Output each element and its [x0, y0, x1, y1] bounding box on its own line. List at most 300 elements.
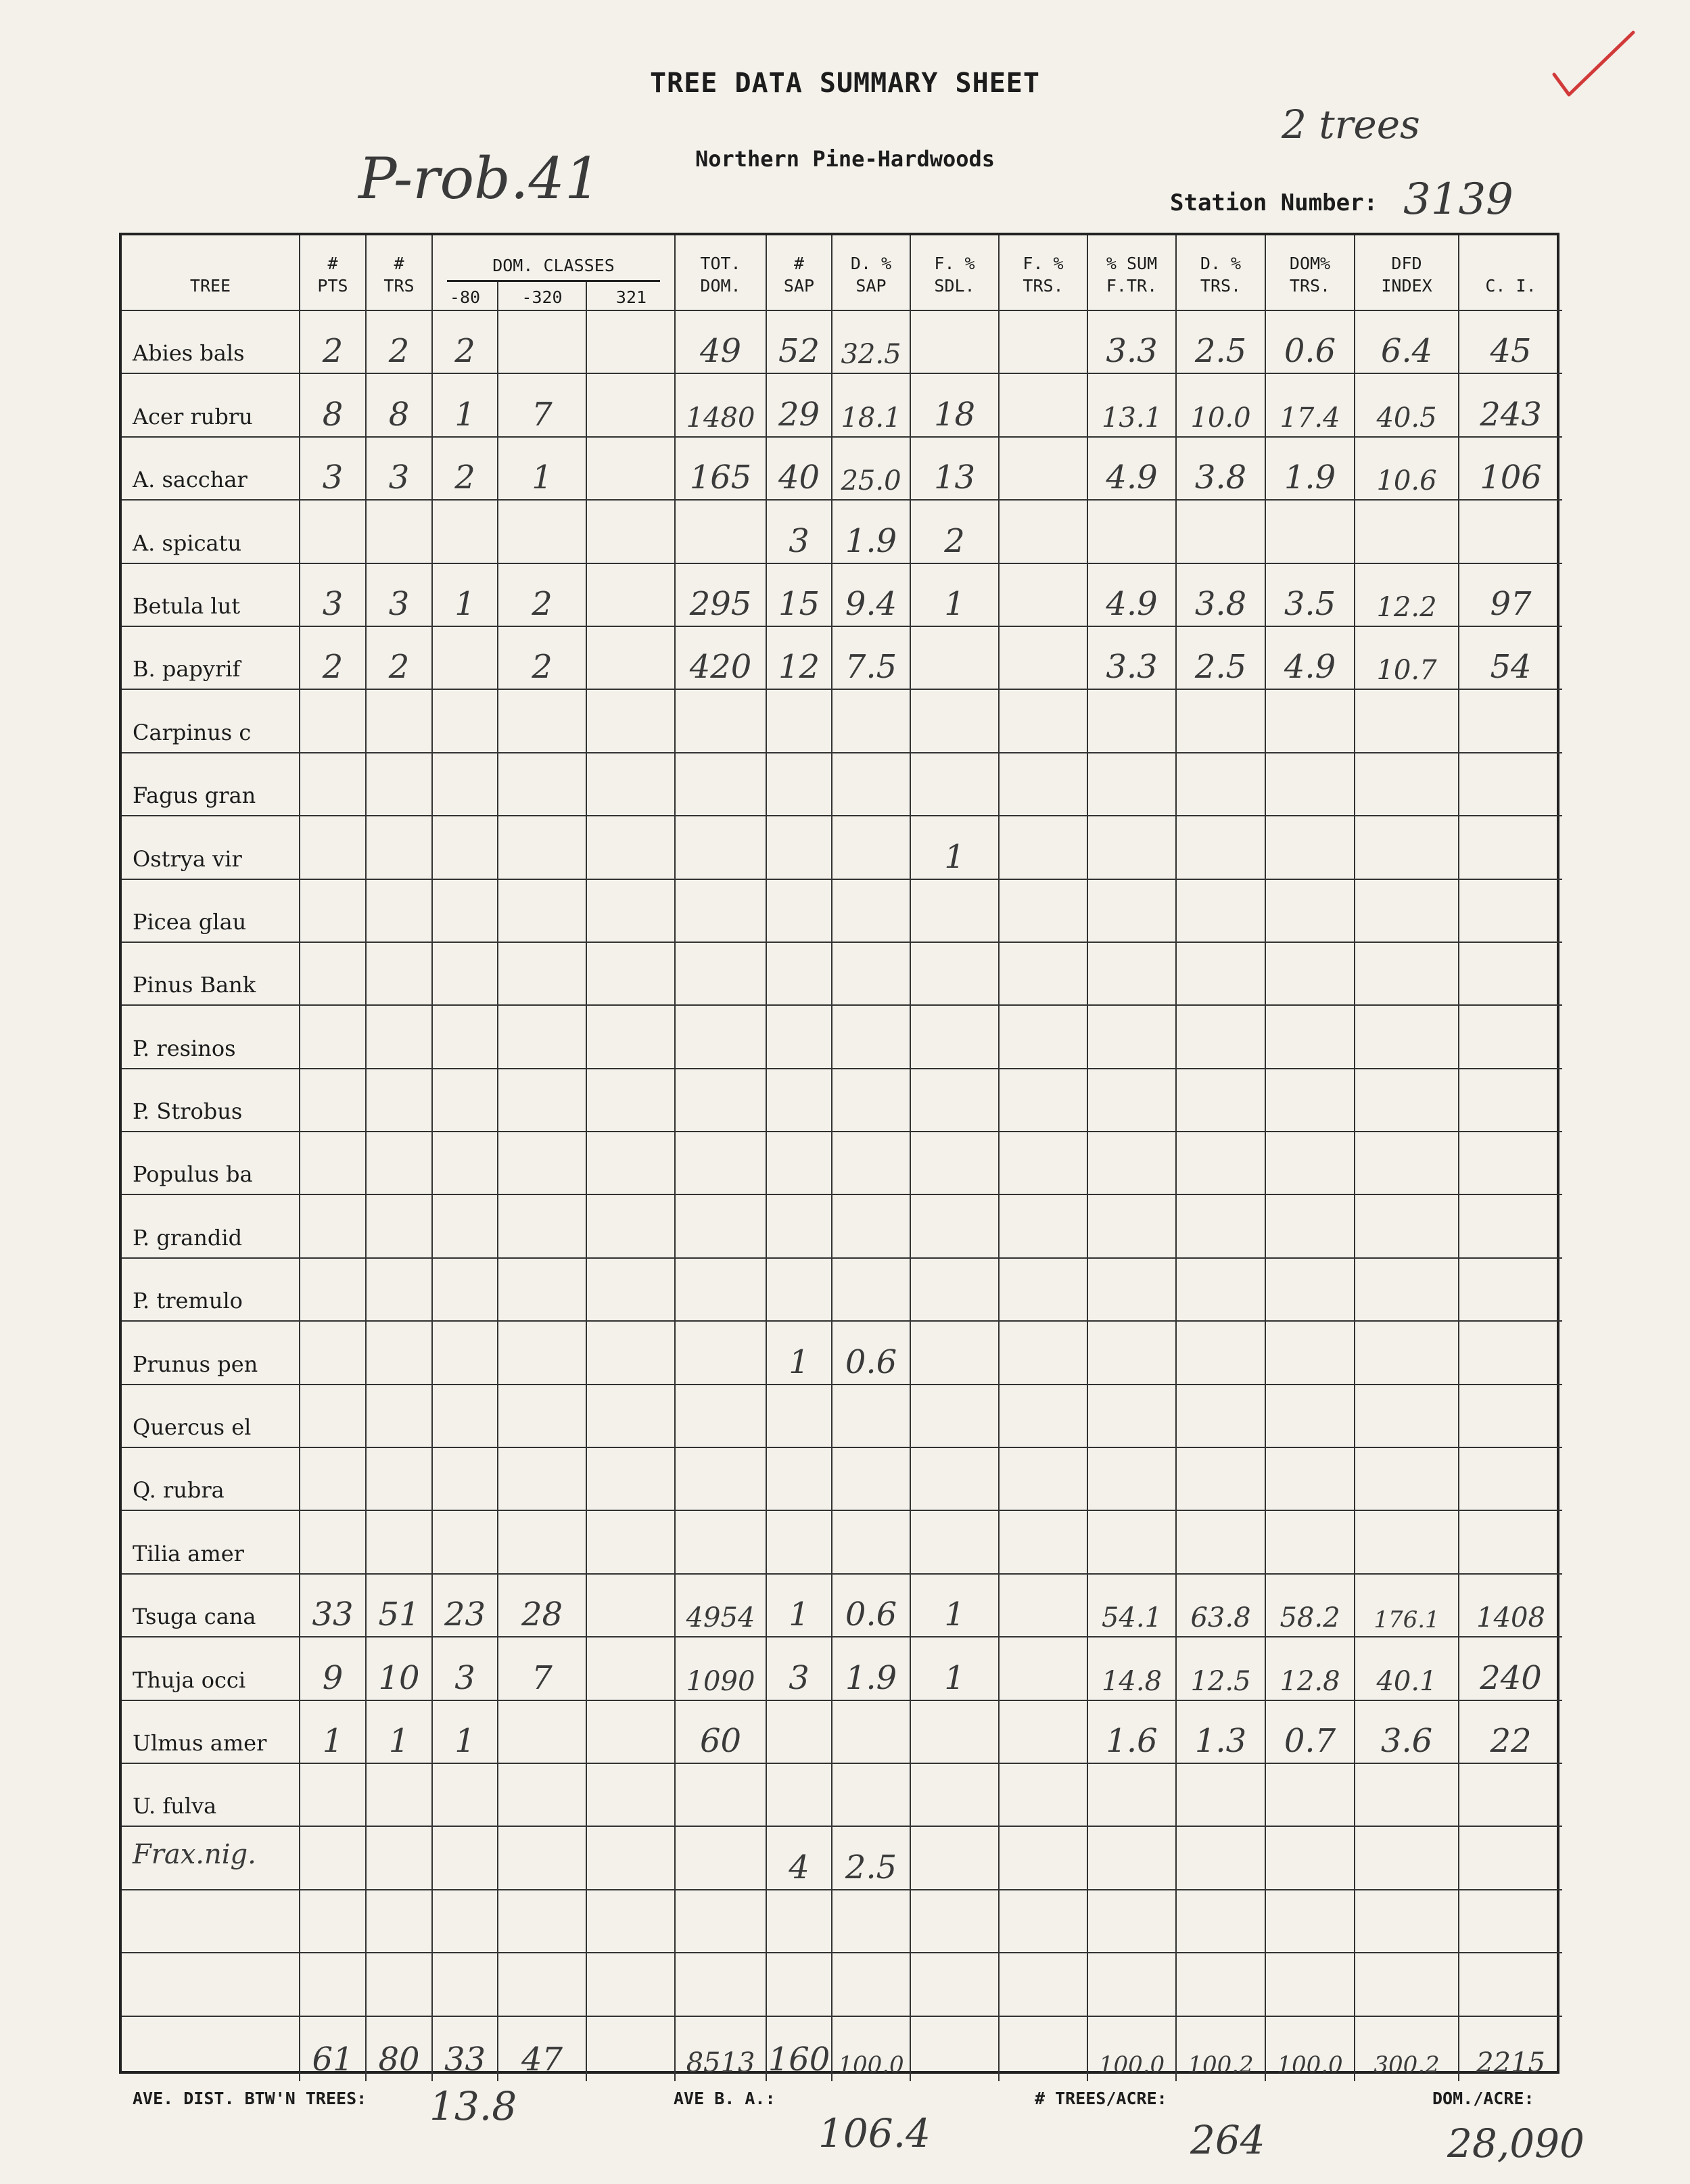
table-row-d320-cell — [498, 1890, 587, 1953]
table-row-dfd-cell — [1355, 1890, 1459, 1953]
table-row-dfd-cell — [1355, 1195, 1459, 1258]
table-row-dfd-cell — [1355, 1385, 1459, 1448]
table-row-d320-cell — [498, 501, 587, 563]
header-tot-dom-line: DOM. — [700, 276, 741, 296]
table-row-sap-cell — [767, 1448, 832, 1511]
table-row-f-trs-cell — [1000, 627, 1088, 690]
header-f-trs — [1000, 235, 1088, 311]
table-row-tree-name: P. Strobus — [122, 1069, 300, 1132]
header-dfd-line: DFD — [1391, 253, 1422, 273]
table-row-trs-cell — [367, 1448, 433, 1511]
table-row-d-sap-cell: 1.9 — [832, 1637, 911, 1700]
table-row-dom-trs-cell — [1266, 1764, 1355, 1827]
table-row-d-sap-cell — [832, 1953, 911, 2016]
header-pts-line: # — [327, 253, 338, 273]
table-row-tot-dom-cell — [676, 1322, 767, 1385]
table-row-ci-cell — [1459, 1069, 1562, 1132]
table-row-f-trs-cell — [1000, 1637, 1088, 1700]
header-dom-sub: -80 — [433, 282, 498, 316]
table-row-d-sap-cell: 9.4 — [832, 564, 911, 627]
table-row-f-trs-cell — [1000, 1006, 1088, 1069]
table-row-f-sdl-cell: 1 — [911, 564, 1000, 627]
header-d-sap — [832, 235, 911, 311]
table-row-sum-ftr-cell — [1088, 690, 1177, 753]
table-row-tree-name: Pinus Bank — [122, 943, 300, 1006]
header-f-sdl-line: F. % — [934, 253, 975, 273]
table-row-tree-name: Quercus el — [122, 1385, 300, 1448]
table-row-tot-dom-cell: 1480 — [676, 374, 767, 437]
table-row-pts-cell — [300, 1385, 367, 1448]
table-row-dfd-cell — [1355, 816, 1459, 879]
table-row-tree-name — [122, 1953, 300, 2016]
table-row-d80-cell: 1 — [433, 374, 498, 437]
table-row-d320-cell — [498, 1069, 587, 1132]
table-row-f-trs-cell — [1000, 374, 1088, 437]
table-row-dom-trs-cell: 17.4 — [1266, 374, 1355, 437]
table-row-f-trs-cell — [1000, 1069, 1088, 1132]
table-row-sum-ftr-cell — [1088, 1132, 1177, 1195]
table-row-dfd-cell: 10.7 — [1355, 627, 1459, 690]
header-ci-line: C. I. — [1485, 276, 1536, 296]
table-row-d-sap-cell: 25.0 — [832, 438, 911, 501]
table-row-d-trs-cell — [1177, 1511, 1266, 1574]
table-row-tot-dom-cell — [676, 943, 767, 1006]
table-row-d-trs-cell — [1177, 1448, 1266, 1511]
table-row-d80-cell — [433, 1511, 498, 1574]
table-row-d321-cell — [587, 311, 676, 374]
table-row-d80-cell — [433, 943, 498, 1006]
table-row-dom-trs-cell — [1266, 816, 1355, 879]
table-row-tot-dom-cell — [676, 1764, 767, 1827]
table-row-d-sap-cell — [832, 1764, 911, 1827]
table-row-pts-cell — [300, 1827, 367, 1890]
table-row-tot-dom-cell — [676, 1259, 767, 1322]
table-row-tree-name: U. fulva — [122, 1764, 300, 1827]
table-row-d-trs-cell: 63.8 — [1177, 1575, 1266, 1637]
table-row-tree-name: Prunus pen — [122, 1322, 300, 1385]
table-row-tot-dom-cell — [676, 690, 767, 753]
table-row-dfd-cell — [1355, 690, 1459, 753]
table-row-d80-cell — [433, 1890, 498, 1953]
table-row-f-trs-cell — [1000, 1764, 1088, 1827]
header-dom-classes — [433, 235, 676, 311]
table-row-d321-cell — [587, 1069, 676, 1132]
table-row-dfd-cell — [1355, 1132, 1459, 1195]
table-row-d-trs-cell: 12.5 — [1177, 1637, 1266, 1700]
table-row-f-trs-cell — [1000, 1385, 1088, 1448]
table-row-tree-name: P. tremulo — [122, 1259, 300, 1322]
table-row-d-trs-cell — [1177, 880, 1266, 943]
table-row-trs-cell — [367, 501, 433, 563]
table-row-ci-cell — [1459, 943, 1562, 1006]
table-row-dom-trs-cell — [1266, 690, 1355, 753]
header-sum-ftr-line: F.TR. — [1106, 276, 1158, 296]
table-row-f-trs-cell — [1000, 1953, 1088, 2016]
table-row-trs-cell: 3 — [367, 438, 433, 501]
table-row-sum-ftr-cell — [1088, 1953, 1177, 2016]
table-row-tree-name: Populus ba — [122, 1132, 300, 1195]
table-row-ci-cell — [1459, 1448, 1562, 1511]
table-row-dom-trs-cell: 1.9 — [1266, 438, 1355, 501]
table-row-dfd-cell: 10.6 — [1355, 438, 1459, 501]
table-row-d-sap-cell — [832, 1448, 911, 1511]
table-row-d-trs-cell — [1177, 1385, 1266, 1448]
table-row-d80-cell — [433, 1006, 498, 1069]
table-row-d-trs-cell — [1177, 1132, 1266, 1195]
table-row-tree-name: Abies bals — [122, 311, 300, 374]
table-row-d80-cell — [433, 1195, 498, 1258]
table-row-d-trs-cell — [1177, 1322, 1266, 1385]
table-row-trs-cell: 2 — [367, 311, 433, 374]
table-row-trs-cell — [367, 943, 433, 1006]
table-row-dom-trs-cell — [1266, 1259, 1355, 1322]
table-row-d-trs-cell — [1177, 753, 1266, 816]
table-row-f-trs-cell — [1000, 1195, 1088, 1258]
table-row-d320-cell — [498, 690, 587, 753]
table-row-pts-cell: 33 — [300, 1575, 367, 1637]
table-row-pts-cell: 8 — [300, 374, 367, 437]
table-row-sum-ftr-cell — [1088, 753, 1177, 816]
tree-data-table — [119, 233, 1559, 2078]
totals-row-ci-cell: 2215 — [1476, 2047, 1545, 2078]
table-row-d80-cell — [433, 1322, 498, 1385]
header-dom-sub: -320 — [498, 282, 587, 316]
table-row-dom-trs-cell: 58.2 — [1266, 1575, 1355, 1637]
table-row-sum-ftr-cell: 13.1 — [1088, 374, 1177, 437]
table-row-d-sap-cell — [832, 753, 911, 816]
table-row-f-trs-cell — [1000, 1448, 1088, 1511]
table-row-dfd-cell — [1355, 1006, 1459, 1069]
table-row-d320-cell — [498, 943, 587, 1006]
table-row-pts-cell — [300, 1953, 367, 2016]
table-row-f-trs-cell — [1000, 501, 1088, 563]
table-row-d80-cell: 2 — [433, 311, 498, 374]
header-d-trs-line: D. % — [1200, 253, 1242, 273]
table-row-d-trs-cell — [1177, 1890, 1266, 1953]
table-row-pts-cell — [300, 816, 367, 879]
header-pts — [300, 235, 367, 311]
table-row-dfd-cell — [1355, 943, 1459, 1006]
table-row-d-trs-cell — [1177, 1953, 1266, 2016]
header-dom-trs — [1266, 235, 1355, 311]
table-row-d-trs-cell: 1.3 — [1177, 1701, 1266, 1764]
table-row-sap-cell: 4 — [767, 1827, 832, 1890]
header-tree-line: TREE — [189, 276, 231, 296]
sheet-title: TREE DATA SUMMARY SHEET — [650, 68, 1040, 99]
table-row-d-sap-cell — [832, 1006, 911, 1069]
table-row-ci-cell — [1459, 1511, 1562, 1574]
table-row-sum-ftr-cell: 4.9 — [1088, 438, 1177, 501]
dom-per-acre-value: 28,090 — [1447, 2120, 1585, 2166]
table-row-tot-dom-cell: 420 — [676, 627, 767, 690]
header-trs-line: # — [394, 253, 404, 273]
table-row-ci-cell — [1459, 1764, 1562, 1827]
table-row-trs-cell: 3 — [367, 564, 433, 627]
table-row-d-sap-cell — [832, 1132, 911, 1195]
table-row-tot-dom-cell — [676, 816, 767, 879]
table-row-tot-dom-cell: 165 — [676, 438, 767, 501]
table-row-d-trs-cell — [1177, 943, 1266, 1006]
table-row-d-sap-cell: 32.5 — [832, 311, 911, 374]
table-row-d80-cell: 3 — [433, 1637, 498, 1700]
table-row-tree-name: P. grandid — [122, 1195, 300, 1258]
totals-row-f-trs-cell — [1000, 2017, 1088, 2081]
table-row-trs-cell — [367, 1322, 433, 1385]
table-row-dom-trs-cell — [1266, 1006, 1355, 1069]
table-row-d321-cell — [587, 690, 676, 753]
table-row-d80-cell — [433, 627, 498, 690]
totals-row-d-sap-cell: 100.0 — [832, 2017, 911, 2081]
table-row-tot-dom-cell: 1090 — [676, 1637, 767, 1700]
table-row-ci-cell: 106 — [1459, 438, 1562, 501]
table-row-trs-cell — [367, 1827, 433, 1890]
table-row-f-trs-cell — [1000, 438, 1088, 501]
table-row-f-sdl-cell — [911, 1069, 1000, 1132]
table-row-sum-ftr-cell — [1088, 880, 1177, 943]
table-row-dom-trs-cell — [1266, 1132, 1355, 1195]
table-row-d-sap-cell — [832, 1069, 911, 1132]
table-row-f-trs-cell — [1000, 943, 1088, 1006]
table-row-ci-cell — [1459, 1953, 1562, 2016]
ave-ba-label: AVE B. A.: — [674, 2089, 776, 2108]
table-row-sum-ftr-cell: 54.1 — [1088, 1575, 1177, 1637]
table-row-dfd-cell: 40.5 — [1355, 374, 1459, 437]
header-ci — [1459, 235, 1562, 311]
table-row-f-trs-cell — [1000, 311, 1088, 374]
table-row-dfd-cell — [1355, 1322, 1459, 1385]
table-row-sap-cell — [767, 880, 832, 943]
table-row-d320-cell: 2 — [498, 564, 587, 627]
trees-per-acre-value: 264 — [1190, 2117, 1265, 2163]
table-row-tree-name: Betula lut — [122, 564, 300, 627]
table-row-dfd-cell — [1355, 1764, 1459, 1827]
table-row-tree-name: Fagus gran — [122, 753, 300, 816]
table-row-trs-cell — [367, 1132, 433, 1195]
totals-row-d80-cell: 33 — [433, 2017, 498, 2081]
table-row-sum-ftr-cell — [1088, 1764, 1177, 1827]
table-row-tree-name: Ulmus amer — [122, 1701, 300, 1764]
table-row-f-sdl-cell — [911, 690, 1000, 753]
table-row-tot-dom-cell: 4954 — [676, 1575, 767, 1637]
table-row-sum-ftr-cell — [1088, 816, 1177, 879]
table-row-d321-cell — [587, 1637, 676, 1700]
table-row-ci-cell — [1459, 816, 1562, 879]
table-row-dom-trs-cell: 0.6 — [1266, 311, 1355, 374]
table-row-d80-cell — [433, 501, 498, 563]
table-row-d321-cell — [587, 501, 676, 563]
table-row-d80-cell: 1 — [433, 1701, 498, 1764]
table-row-f-sdl-cell — [911, 880, 1000, 943]
table-row-f-trs-cell — [1000, 1511, 1088, 1574]
header-sap — [767, 235, 832, 311]
table-row-dom-trs-cell — [1266, 1511, 1355, 1574]
table-row-sum-ftr-cell — [1088, 1195, 1177, 1258]
table-row-ci-cell — [1459, 1890, 1562, 1953]
table-row-f-sdl-cell — [911, 1448, 1000, 1511]
table-row-ci-cell: 240 — [1459, 1637, 1562, 1700]
table-row-dom-trs-cell — [1266, 1448, 1355, 1511]
header-f-sdl — [911, 235, 1000, 311]
table-row-f-trs-cell — [1000, 753, 1088, 816]
table-row-dfd-cell: 6.4 — [1355, 311, 1459, 374]
table-row-f-sdl-cell — [911, 1195, 1000, 1258]
header-tot-dom — [676, 235, 767, 311]
table-row-d320-cell — [498, 753, 587, 816]
table-row-ci-cell — [1459, 880, 1562, 943]
table-row-d-sap-cell — [832, 1385, 911, 1448]
table-row-d80-cell — [433, 690, 498, 753]
table-row-dom-trs-cell — [1266, 1195, 1355, 1258]
table-row-d-sap-cell — [832, 880, 911, 943]
table-row-sum-ftr-cell: 14.8 — [1088, 1637, 1177, 1700]
table-row-ci-cell — [1459, 1006, 1562, 1069]
table-row-d80-cell — [433, 1764, 498, 1827]
table-row-dfd-cell — [1355, 501, 1459, 563]
table-row-dom-trs-cell — [1266, 1827, 1355, 1890]
table-row-d320-cell: 28 — [498, 1575, 587, 1637]
table-row-sap-cell — [767, 1259, 832, 1322]
table-row-tot-dom-cell — [676, 1827, 767, 1890]
table-row-dom-trs-cell — [1266, 753, 1355, 816]
table-row-d320-cell — [498, 816, 587, 879]
table-row-pts-cell — [300, 1259, 367, 1322]
table-row-pts-cell — [300, 880, 367, 943]
table-row-d-sap-cell — [832, 1259, 911, 1322]
table-row-trs-cell — [367, 1385, 433, 1448]
table-row-tree-name: Carpinus c — [122, 690, 300, 753]
table-row-pts-cell — [300, 1006, 367, 1069]
table-row-pts-cell — [300, 1322, 367, 1385]
table-row-d320-cell — [498, 1701, 587, 1764]
table-row-tree-name — [122, 1890, 300, 1953]
table-row-d321-cell — [587, 1132, 676, 1195]
table-row-sum-ftr-cell: 4.9 — [1088, 564, 1177, 627]
table-row-tot-dom-cell: 49 — [676, 311, 767, 374]
table-row-d320-cell — [498, 311, 587, 374]
table-row-ci-cell — [1459, 501, 1562, 563]
table-row-sap-cell: 29 — [767, 374, 832, 437]
dom-per-acre-label: DOM./ACRE: — [1432, 2089, 1534, 2108]
table-row-pts-cell — [300, 690, 367, 753]
table-row-dom-trs-cell: 12.8 — [1266, 1637, 1355, 1700]
table-row-pts-cell — [300, 1195, 367, 1258]
table-row-sap-cell — [767, 1701, 832, 1764]
table-row-f-sdl-cell — [911, 753, 1000, 816]
table-row-sap-cell: 1 — [767, 1575, 832, 1637]
table-row-d320-cell — [498, 1259, 587, 1322]
table-row-ci-cell — [1459, 1385, 1562, 1448]
table-row-d320-cell: 2 — [498, 627, 587, 690]
table-row-f-trs-cell — [1000, 1132, 1088, 1195]
header-tot-dom-line: TOT. — [700, 253, 741, 273]
table-row-f-sdl-cell — [911, 1322, 1000, 1385]
totals-row-d-trs-cell: 100.2 — [1177, 2017, 1266, 2081]
table-row-trs-cell: 10 — [367, 1637, 433, 1700]
table-row-sum-ftr-cell — [1088, 1069, 1177, 1132]
table-row-d-trs-cell — [1177, 1195, 1266, 1258]
table-row-sum-ftr-cell — [1088, 501, 1177, 563]
table-row-d321-cell — [587, 1764, 676, 1827]
table-row-tot-dom-cell — [676, 1511, 767, 1574]
table-row-dom-trs-cell: 4.9 — [1266, 627, 1355, 690]
table-row-dfd-cell — [1355, 1448, 1459, 1511]
table-row-d-trs-cell — [1177, 690, 1266, 753]
table-row-sap-cell — [767, 1764, 832, 1827]
table-row-dom-trs-cell — [1266, 1322, 1355, 1385]
table-row-sap-cell — [767, 943, 832, 1006]
table-row-tree-name: B. papyrif — [122, 627, 300, 690]
table-row-d80-cell — [433, 1069, 498, 1132]
table-row-d321-cell — [587, 1827, 676, 1890]
table-row-dom-trs-cell — [1266, 1953, 1355, 2016]
table-row-d-sap-cell — [832, 943, 911, 1006]
table-row-d80-cell: 1 — [433, 564, 498, 627]
table-row-pts-cell — [300, 1069, 367, 1132]
table-row-d320-cell — [498, 1385, 587, 1448]
table-row-d320-cell — [498, 1195, 587, 1258]
table-row-f-sdl-cell — [911, 1259, 1000, 1322]
table-row-trs-cell: 1 — [367, 1701, 433, 1764]
totals-row-d320-cell: 47 — [498, 2017, 587, 2081]
table-row-ci-cell — [1459, 1259, 1562, 1322]
table-row-d-sap-cell: 0.6 — [832, 1322, 911, 1385]
table-row-d320-cell: 7 — [498, 1637, 587, 1700]
table-row-d-trs-cell: 10.0 — [1177, 374, 1266, 437]
table-row-tot-dom-cell — [676, 880, 767, 943]
table-row-d-sap-cell: 1.9 — [832, 501, 911, 563]
table-row-sap-cell — [767, 1385, 832, 1448]
table-row-trs-cell — [367, 690, 433, 753]
table-row-tot-dom-cell — [676, 501, 767, 563]
header-dfd — [1355, 235, 1459, 311]
table-row-trs-cell — [367, 1006, 433, 1069]
table-row-ci-cell — [1459, 1322, 1562, 1385]
table-row-d321-cell — [587, 1448, 676, 1511]
header-dom-classes-title: DOM. CLASSES — [447, 235, 659, 282]
header-dom-trs-line: TRS. — [1289, 276, 1331, 296]
table-row-d-trs-cell: 3.8 — [1177, 438, 1266, 501]
ave-dist-label: AVE. DIST. BTW'N TREES: — [133, 2089, 367, 2108]
table-row-pts-cell — [300, 1890, 367, 1953]
table-row-trs-cell — [367, 816, 433, 879]
table-row-dfd-cell — [1355, 1827, 1459, 1890]
table-row-tree-name: A. spicatu — [122, 501, 300, 563]
totals-row-f-sdl-cell — [911, 2017, 1000, 2081]
table-row-sap-cell — [767, 1195, 832, 1258]
header-d-trs — [1177, 235, 1266, 311]
table-row-tot-dom-cell: 60 — [676, 1701, 767, 1764]
table-row-sap-cell — [767, 1069, 832, 1132]
table-row-tree-name: Ostrya vir — [122, 816, 300, 879]
table-row-d321-cell — [587, 438, 676, 501]
table-row-f-sdl-cell — [911, 1385, 1000, 1448]
checkmark-icon — [1549, 27, 1637, 108]
table-row-ci-cell — [1459, 1132, 1562, 1195]
table-row-d80-cell — [433, 1953, 498, 2016]
header-dom-trs-line: DOM% — [1289, 253, 1331, 273]
ave-dist-value: 13.8 — [429, 2083, 517, 2129]
table-row-d-sap-cell — [832, 816, 911, 879]
table-row-trs-cell: 2 — [367, 627, 433, 690]
table-row-f-trs-cell — [1000, 564, 1088, 627]
table-row-d320-cell — [498, 1448, 587, 1511]
table-row-pts-cell: 2 — [300, 311, 367, 374]
table-row-f-sdl-cell: 13 — [911, 438, 1000, 501]
table-row-d-sap-cell: 2.5 — [832, 1827, 911, 1890]
table-row-dom-trs-cell — [1266, 1890, 1355, 1953]
table-row-f-trs-cell — [1000, 1259, 1088, 1322]
table-row-sum-ftr-cell — [1088, 1006, 1177, 1069]
